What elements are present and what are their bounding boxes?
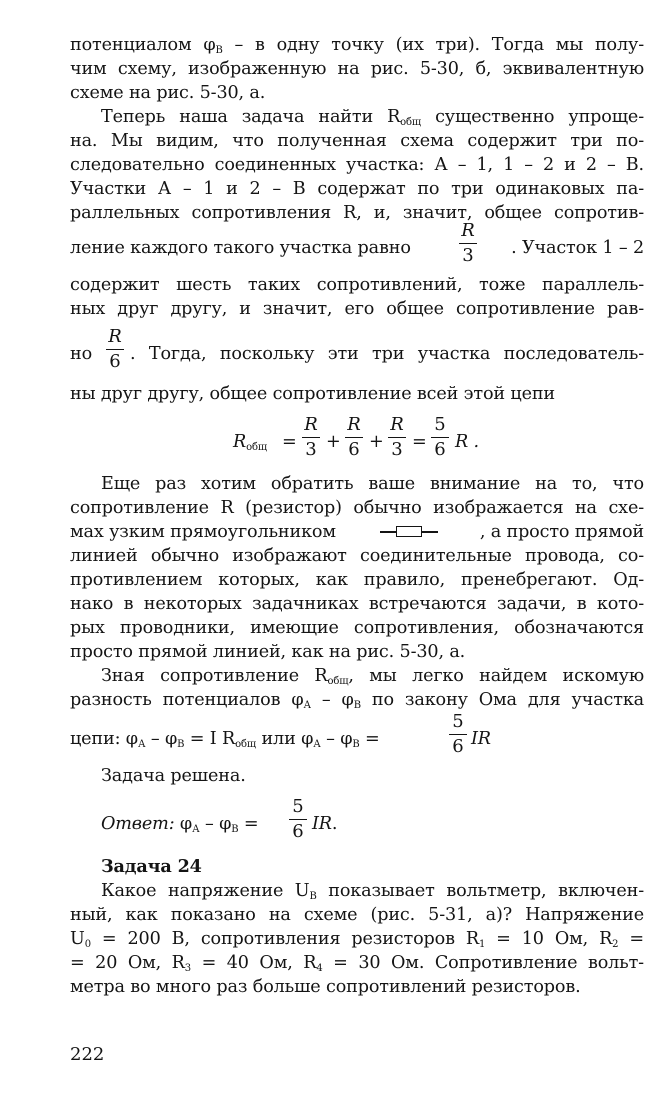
resistor-symbol	[380, 526, 438, 538]
text-line: следовательно соединенных участка: А – 1, 1 – 2 и 2 – В.	[70, 155, 644, 175]
text-line: содержит шесть таких сопротивлений, тоже параллель-	[70, 275, 644, 295]
text-line: просто прямой линией, как на рис. 5-30, а.	[70, 642, 466, 662]
problem-heading: Задача 24	[101, 856, 202, 877]
text-line: Какое напряжение $U_В$ показывает вольтметр, включен-	[101, 881, 644, 902]
text-line: но	[70, 344, 93, 364]
text-line: цепи: $\varphi_А - \varphi_В = I$ $R_{общ}$ или $\varphi_А - \varphi_В$ =	[70, 729, 380, 750]
fraction-five-sixths: 5 6	[447, 711, 469, 758]
text-line: Зная сопротивление $R_{общ}$, мы легко найдем искомую	[101, 666, 644, 687]
text-line: ных друг другу, и значит, его общее сопротивление рав-	[70, 299, 644, 319]
text-line: раллельных сопротивления R, и, значит, общее сопротив-	[70, 203, 644, 223]
fraction-term: R 3	[300, 414, 322, 461]
fraction-r-over-3: R 3	[457, 220, 479, 267]
text-line: ный, как показано на схеме (рис. 5-31, а)? Напряжение	[70, 905, 644, 925]
text-line: противлением которых, как правило, пренебрегают. Од-	[70, 570, 644, 590]
fraction-term: R 3	[386, 414, 408, 461]
fraction-term: R 6	[343, 414, 365, 461]
book-page: потенциалом $\varphi_В$ – в одну точку (их три). Тогда мы полу- чим схему, изображенную на рис. 5-30, б, эквивалентную схеме на рис. 5-30, а. Теперь наша задача найти $R_{общ}$ существенно упроще- на. Мы видим, что полученная схема содержит три по- следовательно соединенных участка: А – 1, 1 – 2 и 2 – В. Участки А – 1 и 2 – В содержат по три одинаковых па- раллельных сопротивления R, и, значит, общее сопротив- ление каждого такого участка равно R 3 . Участок 1 – 2 содержит шесть таких сопротивлений, тоже параллель- ных друг другу, и значит, его общее сопротивление рав- но R 6 . Тогда, поскольку эти три участка последователь- ны друг другу, общее сопротивление всей этой цепи $R_{общ}$ = R 3 + R 6 + R 3 = 5 6 R . Еще раз хотим обратить ваше внимание на то, что сопротивление R (резистор) обычно изображается на схе- мах узким прямоугольником , а просто прямой линией обычно изображают соединительные провода, со- противлением которых, как правило, пренебрегают. Од- нако в некоторых задачниках встречаются задачи, в кото- рых проводники, имеющие сопротивления, обозначаются просто прямой линией, как на рис. 5-30, а. Зная сопротивление $R_{общ}$, мы легко найдем искомую разность потенциалов $\varphi_А - \varphi_В$ по закону Ома для участка цепи: $\varphi_А - \varphi_В = I$ $R_{общ}$ или $\varphi_А - \varphi_В$ = 5 6 IR Задача решена. Ответ: $\varphi_А - \varphi_В$ = 5 6 IR. Задача 24 Какое напряжение $U_В$ показывает вольтметр, включен- ный, как показано на схеме (рис. 5-31, а)? Напряжение $U_0 = 200$ В, сопротивления резисторов $R_1 = 10$ Ом, $R_2$ = = 20 Ом, $R_3 = 40$ Ом, $R_4 = 30$ Ом. Сопротивление вольт- метра во много раз больше сопротивлений резисторов. 222	[70, 35, 645, 1065]
text-line: схеме на рис. 5-30, а.	[70, 83, 266, 103]
text-line: Участки А – 1 и 2 – В содержат по три одинаковых па-	[70, 179, 644, 199]
text-line: рых проводники, имеющие сопротивления, обозначаются	[70, 618, 644, 638]
fraction-five-sixths: 5 6	[287, 796, 309, 843]
answer-line: Ответ: $\varphi_А - \varphi_В$ =	[101, 814, 259, 835]
fraction-term: 5 6	[429, 414, 451, 461]
text-line: . Участок 1 – 2	[511, 238, 644, 258]
text-line: чим схему, изображенную на рис. 5-30, б, эквивалентную	[70, 59, 644, 79]
text-line: потенциалом $\varphi_В$ – в одну точку (их три). Тогда мы полу-	[70, 35, 644, 56]
text-line: разность потенциалов $\varphi_А - \varphi_В$ по закону Ома для участка	[70, 690, 645, 711]
text-line: на. Мы видим, что полученная схема содержит три по-	[70, 131, 644, 151]
text-line: Задача решена.	[101, 766, 246, 786]
fraction-r-over-6: R 6	[104, 326, 126, 373]
text-line: мах узким прямоугольником	[70, 522, 336, 542]
text-line: линией обычно изображают соединительные провода, со-	[70, 546, 644, 566]
text-line: метра во много раз больше сопротивлений резисторов.	[70, 977, 581, 997]
text-line: ны друг другу, общее сопротивление всей этой цепи	[70, 384, 555, 404]
text-line: нако в некоторых задачниках встречаются задачи, в кото-	[70, 594, 644, 614]
text-line: Еще раз хотим обратить ваше внимание на то, что	[101, 474, 644, 494]
text-line: ление каждого такого участка равно	[70, 238, 411, 258]
page-number: 222	[70, 1044, 105, 1065]
text-line: $U_0 = 200$ В, сопротивления резисторов $R_1 = 10$ Ом, $R_2$ =	[70, 929, 644, 950]
text-line: Теперь наша задача найти $R_{общ}$ существенно упроще-	[101, 107, 644, 128]
text-line: , а просто прямой	[479, 522, 644, 542]
text-line: сопротивление R (резистор) обычно изображается на схе-	[70, 498, 644, 518]
text-line: = 20 Ом, $R_3 = 40$ Ом, $R_4 = 30$ Ом. Сопротивление вольт-	[70, 953, 644, 974]
text-line: . Тогда, поскольку эти три участка последователь-	[130, 344, 644, 364]
